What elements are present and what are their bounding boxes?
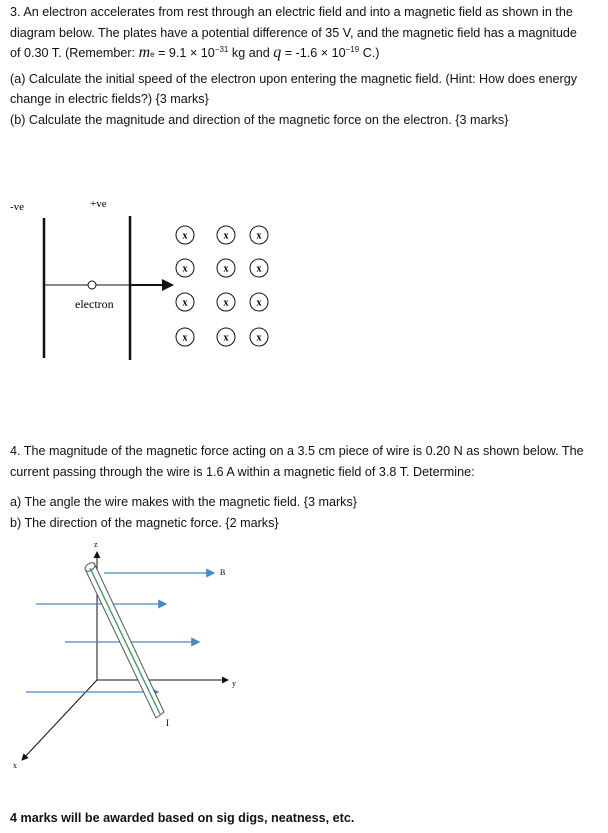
electron-mass-unit: kg and — [231, 46, 270, 60]
field-x-mark: x — [223, 230, 229, 242]
field-x-mark: x — [223, 263, 229, 275]
field-x-mark: x — [182, 332, 188, 344]
current-label: I — [166, 718, 169, 728]
q4-part-a: a) The angle the wire makes with the magnetic field. {3 marks} — [10, 495, 357, 509]
q3-part-a-line-2: change in electric fields?) {3 marks} — [10, 92, 209, 106]
field-into-page-icon — [176, 293, 194, 311]
field-b-label: B — [220, 568, 226, 577]
field-x-mark: x — [256, 230, 262, 242]
field-into-page-icon — [250, 293, 268, 311]
q4-part-b: b) The direction of the magnetic force. {2 marks} — [10, 515, 279, 530]
q4-line-1: 4. The magnitude of the magnetic force acting on a 3.5 cm piece of wire is 0.20 N as shown below. The — [10, 444, 584, 458]
field-into-page-icon — [217, 328, 235, 346]
velocity-arrow-head — [162, 279, 174, 291]
y-axis-label: y — [232, 679, 236, 688]
question-4 — [10, 441, 602, 533]
q3-line-1-text: An electron accelerates from rest through an electric field and into a magnetic field as shown in the — [23, 5, 573, 19]
field-x-mark: x — [223, 297, 229, 309]
electron-mass-exponent: −31 — [214, 45, 229, 54]
electron-label: electron — [75, 297, 114, 311]
field-into-page-icon — [217, 293, 235, 311]
electron-plates-diagram — [0, 190, 300, 375]
field-into-page-icon — [217, 226, 235, 244]
field-into-page-icon — [176, 226, 194, 244]
field-into-page-icon — [250, 226, 268, 244]
field-x-mark: x — [223, 332, 229, 344]
footer-note: 4 marks will be awarded based on sig digs, neatness, etc. — [10, 811, 355, 825]
q3-number: 3. — [10, 5, 21, 19]
field-x-mark: x — [256, 263, 262, 275]
wire-magnetic-field-diagram — [0, 538, 320, 770]
charge-exponent: −19 — [345, 45, 360, 54]
field-x-mark: x — [182, 263, 188, 275]
electron-mass-value: = 9.1 × 10 — [158, 46, 215, 60]
q3-part-b: (b) Calculate the magnitude and direction of the magnetic force on the electron. {3 marks} — [10, 112, 509, 127]
q3-line-3-start: of 0.30 T. (Remember: — [10, 46, 136, 60]
field-x-mark: x — [256, 332, 262, 344]
electron-dot — [88, 281, 96, 289]
electron-mass-subscript: e — [150, 50, 155, 59]
field-x-mark: x — [182, 297, 188, 309]
field-x-mark: x — [256, 297, 262, 309]
z-axis-label: z — [94, 540, 98, 549]
charge-value: = -1.6 × 10 — [284, 46, 346, 60]
negative-plate-label: -ve — [10, 201, 25, 213]
electron-mass-symbol: m — [138, 44, 151, 61]
q4-line-2: current passing through the wire is 1.6 A within a magnetic field of 3.8 T. Determine: — [10, 464, 475, 479]
x-axis-label: x — [13, 761, 17, 770]
q3-line-3 — [10, 43, 602, 66]
q3-line-2: diagram below. The plates have a potential difference of 35 V, and the magnetic field has a magnitude — [10, 25, 577, 40]
q3-line-1 — [10, 2, 602, 23]
magnetic-field-into-page — [176, 226, 268, 346]
field-into-page-icon — [176, 328, 194, 346]
field-into-page-icon — [250, 328, 268, 346]
q3-part-a-line-1: (a) Calculate the initial speed of the electron upon entering the magnetic field. (Hint: How does energy — [10, 71, 578, 86]
question-3 — [10, 2, 602, 130]
field-x-mark: x — [182, 230, 188, 242]
positive-plate-label: +ve — [90, 198, 107, 210]
field-into-page-icon — [250, 259, 268, 277]
charge-unit: C.) — [362, 46, 380, 60]
field-into-page-icon — [217, 259, 235, 277]
charge-symbol: q — [273, 44, 282, 61]
field-into-page-icon — [176, 259, 194, 277]
